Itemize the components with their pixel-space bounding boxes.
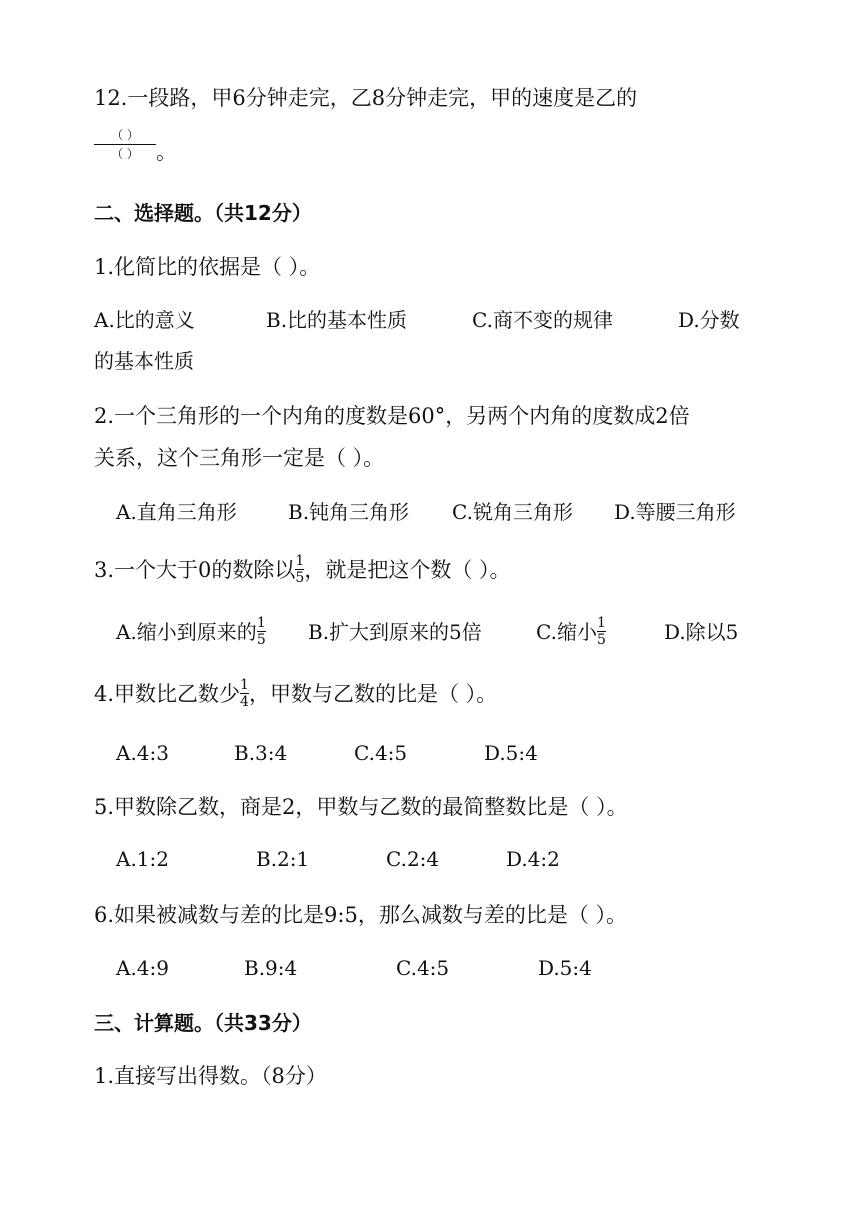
- fraction-numerator: 1: [596, 615, 606, 631]
- mc-q4-stem-post: ，甲数与乙数的比是（ ）。: [248, 682, 498, 706]
- fraction-numerator: 1: [240, 677, 249, 693]
- mc-q5-option-c: C.2:4: [386, 847, 440, 871]
- mc-q6-stem: 6.如果被减数与差的比是9:5，那么减数与差的比是（ ）。: [94, 903, 628, 927]
- q12-period: 。: [156, 140, 177, 164]
- mc-q1-stem: 1.化简比的依据是（ ）。: [94, 255, 321, 279]
- fraction-numerator: 1: [295, 553, 305, 569]
- mc-q5-option-a: A.1:2: [116, 847, 169, 871]
- fraction-denominator: 5: [256, 632, 266, 648]
- mc-q2-option-a: A.直角三角形: [116, 500, 237, 524]
- mc-q3-option-c-fraction: [597, 616, 606, 647]
- mc-q3-option-b: B.扩大到原来的5倍: [308, 620, 482, 644]
- mc-q6-option-c: C.4:5: [396, 956, 450, 980]
- mc-q3-option-a-text: A.缩小到原来的: [116, 620, 257, 644]
- mc-q3-option-a: [116, 615, 266, 649]
- mc-q2-option-b: B.钝角三角形: [288, 500, 410, 524]
- mc-q4-option-d: D.5:4: [484, 741, 538, 765]
- mc-q3-stem-pre: 3.一个大于0的数除以: [94, 558, 296, 582]
- q12-fraction-denominator: （ ）: [111, 147, 139, 161]
- fraction-bar: [94, 144, 156, 145]
- mc-q6-option-a: A.4:9: [116, 956, 169, 980]
- mc-q4-option-b: B.3:4: [234, 741, 288, 765]
- mc-q1-option-c: C.商不变的规律: [472, 308, 613, 332]
- mc-q2-option-d: D.等腰三角形: [614, 500, 736, 524]
- mc-q3-stem: [94, 553, 511, 587]
- mc-q4-option-a: A.4:3: [116, 741, 169, 765]
- calc-q1: 1.直接写出得数。（8分）: [94, 1064, 327, 1088]
- mc-q3-stem-post: ，就是把这个数（ ）。: [304, 558, 511, 582]
- fraction-denominator: 4: [240, 694, 249, 710]
- mc-q5-stem: 5.甲数除乙数，商是2，甲数与乙数的最简整数比是（ ）。: [94, 795, 628, 819]
- mc-q6-option-b: B.9:4: [244, 956, 298, 980]
- section2-title: 二、选择题。（共12分）: [94, 201, 312, 225]
- mc-q5-option-d: D.4:2: [506, 847, 560, 871]
- mc-q5-option-b: B.2:1: [256, 847, 310, 871]
- fraction-denominator: 5: [295, 570, 305, 586]
- q12-answer-fraction: [94, 128, 156, 161]
- fraction-denominator: 5: [596, 632, 606, 648]
- mc-q3-fraction: [295, 554, 304, 585]
- mc-q2-stem-line2: 关系，这个三角形一定是（ ）。: [94, 446, 385, 470]
- fraction-numerator: 1: [256, 615, 266, 631]
- mc-q4-fraction: [240, 678, 249, 709]
- mc-q1-option-a: A.比的意义: [94, 308, 195, 332]
- mc-q4-stem: [94, 677, 498, 711]
- mc-q2-option-c: C.锐角三角形: [452, 500, 573, 524]
- mc-q3-option-c-text: C.缩小: [536, 620, 597, 644]
- mc-q1-option-d-continued: 的基本性质: [94, 349, 194, 373]
- section3-title: 三、计算题。（共33分）: [94, 1011, 312, 1035]
- mc-q3-option-c: [536, 615, 606, 649]
- mc-q2-stem-line1: 2.一个三角形的一个内角的度数是60°，另两个内角的度数成2倍: [94, 404, 690, 428]
- mc-q1-option-d: D.分数: [678, 308, 740, 332]
- mc-q3-option-a-fraction: [257, 616, 266, 647]
- mc-q4-stem-pre: 4.甲数比乙数少: [94, 682, 241, 706]
- mc-q4-option-c: C.4:5: [354, 741, 408, 765]
- mc-q1-option-b: B.比的基本性质: [266, 308, 408, 332]
- q12-line1: 12.一段路，甲6分钟走完，乙8分钟走完，甲的速度是乙的: [94, 86, 638, 110]
- mc-q3-option-d: D.除以5: [664, 620, 739, 644]
- q12-fraction-numerator: （ ）: [111, 128, 139, 142]
- mc-q6-option-d: D.5:4: [538, 956, 592, 980]
